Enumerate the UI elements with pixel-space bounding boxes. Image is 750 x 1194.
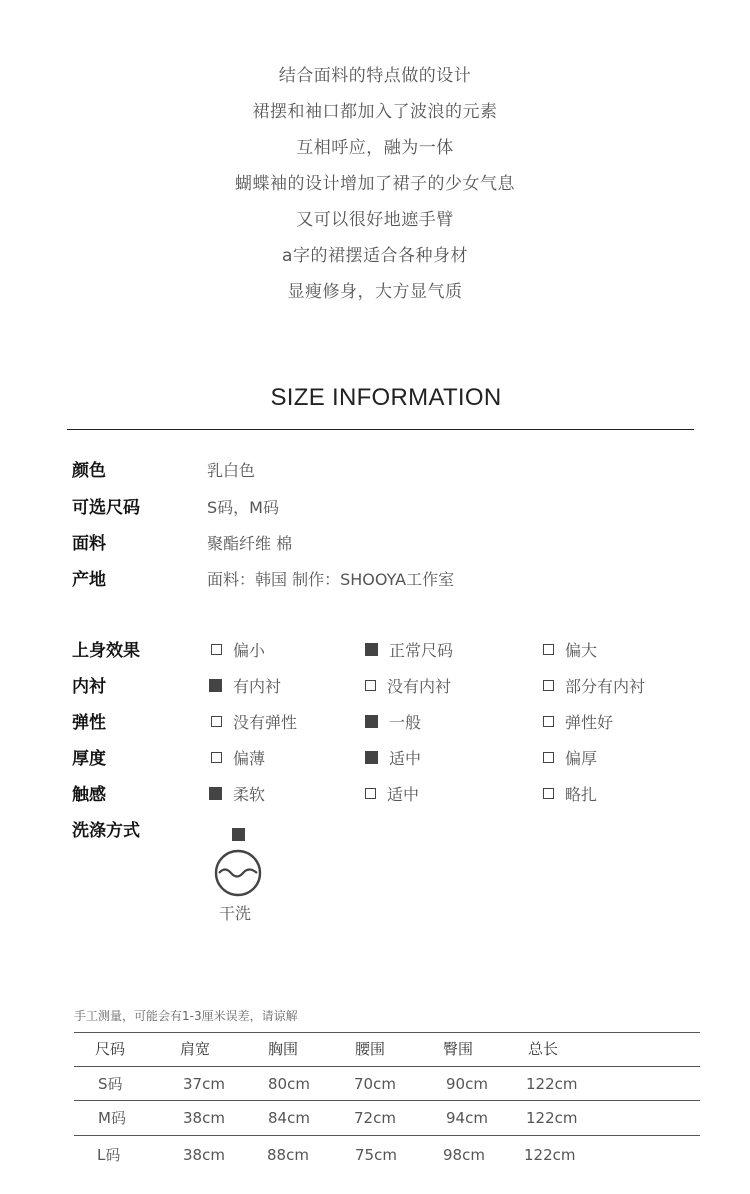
attr-label: 触感 bbox=[72, 785, 106, 805]
spec-label: 面料 bbox=[72, 534, 106, 554]
table-cell: 37cm bbox=[183, 1075, 225, 1093]
checkbox-icon bbox=[543, 716, 554, 727]
option-partially-lined bbox=[543, 675, 645, 699]
option-no-stretch bbox=[211, 711, 297, 735]
spec-row-color bbox=[0, 459, 750, 489]
table-header-cell: 胸围 bbox=[268, 1040, 299, 1058]
attr-label: 弹性 bbox=[72, 713, 106, 733]
table-rule bbox=[74, 1066, 700, 1067]
table-cell: 98cm bbox=[443, 1146, 485, 1164]
checkbox-icon bbox=[232, 828, 245, 841]
attr-row-thickness bbox=[0, 747, 750, 777]
table-cell: 72cm bbox=[354, 1109, 396, 1127]
table-cell: S码 bbox=[98, 1075, 123, 1093]
checkbox-icon bbox=[365, 680, 376, 691]
table-cell: 122cm bbox=[526, 1109, 578, 1127]
table-rule bbox=[74, 1100, 700, 1101]
option-label: 适中 bbox=[387, 785, 420, 804]
attr-row-lining bbox=[0, 675, 750, 705]
intro-text bbox=[0, 62, 750, 314]
option-label: 有内衬 bbox=[233, 677, 282, 696]
spec-row-fabric bbox=[0, 532, 750, 562]
table-header-cell: 肩宽 bbox=[180, 1040, 211, 1058]
table-cell: 84cm bbox=[268, 1109, 310, 1127]
table-top-rule bbox=[74, 1032, 700, 1033]
intro-line: 又可以很好地遮手臂 bbox=[296, 210, 454, 230]
checkbox-icon bbox=[365, 643, 378, 656]
option-label: 偏小 bbox=[233, 641, 266, 660]
intro-line: 结合面料的特点做的设计 bbox=[278, 66, 472, 86]
checkbox-icon bbox=[543, 788, 554, 799]
table-cell: 80cm bbox=[268, 1075, 310, 1093]
table-cell: L码 bbox=[97, 1146, 121, 1164]
checkbox-icon bbox=[365, 715, 378, 728]
spec-label: 颜色 bbox=[72, 461, 106, 481]
table-rule bbox=[74, 1135, 700, 1136]
dry-clean-icon bbox=[212, 849, 264, 897]
table-header-cell: 总长 bbox=[528, 1040, 559, 1058]
table-header-cell: 尺码 bbox=[95, 1040, 126, 1058]
table-cell: 75cm bbox=[355, 1146, 397, 1164]
option-label: 偏薄 bbox=[233, 749, 266, 768]
intro-line: 互相呼应，融为一体 bbox=[296, 138, 454, 158]
option-label: 略扎 bbox=[565, 785, 598, 804]
option-label: 没有内衬 bbox=[387, 677, 452, 696]
checkbox-icon bbox=[365, 788, 376, 799]
intro-line: a字的裙摆适合各种身材 bbox=[282, 246, 468, 266]
option-lined bbox=[209, 675, 281, 699]
intro-line: 裙摆和袖口都加入了波浪的元素 bbox=[252, 102, 498, 122]
wash-label: 洗涤方式 bbox=[72, 821, 140, 841]
checkbox-icon bbox=[209, 679, 222, 692]
option-scratchy bbox=[543, 783, 597, 807]
intro-line: 显瘦修身，大方显气质 bbox=[287, 282, 463, 302]
table-cell: 122cm bbox=[524, 1146, 576, 1164]
spec-label: 可选尺码 bbox=[72, 498, 140, 518]
table-cell: 70cm bbox=[354, 1075, 396, 1093]
option-label: 弹性好 bbox=[565, 713, 614, 732]
attr-row-touch bbox=[0, 783, 750, 813]
table-header-cell: 臀围 bbox=[443, 1040, 474, 1058]
option-label: 适中 bbox=[389, 749, 422, 768]
option-thick bbox=[543, 747, 597, 771]
option-medium-thickness bbox=[365, 747, 421, 771]
option-label: 偏厚 bbox=[565, 749, 598, 768]
attr-row-fit bbox=[0, 639, 750, 669]
option-unlined bbox=[365, 675, 451, 699]
option-large bbox=[543, 639, 597, 663]
checkbox-icon bbox=[209, 787, 222, 800]
option-medium-touch bbox=[365, 783, 419, 807]
option-label: 偏大 bbox=[565, 641, 598, 660]
size-info-title: SIZE INFORMATION bbox=[270, 384, 502, 411]
wash-row bbox=[0, 819, 750, 849]
checkbox-icon bbox=[543, 644, 554, 655]
measurement-note: 手工测量，可能会有1-3厘米误差，请谅解 bbox=[74, 1009, 298, 1023]
spec-value: 乳白色 bbox=[207, 461, 256, 480]
option-thin bbox=[211, 747, 265, 771]
option-label: 柔软 bbox=[233, 785, 266, 804]
checkbox-icon bbox=[211, 644, 222, 655]
spec-row-sizes bbox=[0, 496, 750, 526]
attr-row-elasticity bbox=[0, 711, 750, 741]
option-normal-stretch bbox=[365, 711, 421, 735]
table-cell: 38cm bbox=[183, 1109, 225, 1127]
table-cell: 90cm bbox=[446, 1075, 488, 1093]
attr-label: 上身效果 bbox=[72, 641, 140, 661]
option-small bbox=[211, 639, 265, 663]
option-label: 部分有内衬 bbox=[565, 677, 646, 696]
spec-value: 聚酯纤维 棉 bbox=[207, 534, 293, 553]
option-soft bbox=[209, 783, 265, 807]
divider bbox=[67, 429, 694, 430]
checkbox-icon bbox=[543, 752, 554, 763]
checkbox-icon bbox=[211, 716, 222, 727]
spec-label: 产地 bbox=[72, 570, 106, 590]
table-cell: 38cm bbox=[183, 1146, 225, 1164]
attr-label: 内衬 bbox=[72, 677, 106, 697]
table-cell: 122cm bbox=[526, 1075, 578, 1093]
option-regular bbox=[365, 639, 453, 663]
option-label: 一般 bbox=[389, 713, 422, 732]
attr-label: 厚度 bbox=[72, 749, 106, 769]
option-label: 正常尺码 bbox=[389, 641, 454, 660]
checkbox-icon bbox=[543, 680, 554, 691]
option-label: 没有弹性 bbox=[233, 713, 298, 732]
option-good-stretch bbox=[543, 711, 613, 735]
table-cell: 88cm bbox=[267, 1146, 309, 1164]
spec-row-origin bbox=[0, 568, 750, 598]
checkbox-icon bbox=[365, 751, 378, 764]
spec-value: S码，M码 bbox=[207, 498, 279, 517]
table-cell: 94cm bbox=[446, 1109, 488, 1127]
intro-line: 蝴蝶袖的设计增加了裙子的少女气息 bbox=[235, 174, 515, 194]
checkbox-icon bbox=[211, 752, 222, 763]
spec-value: 面料：韩国 制作：SHOOYA工作室 bbox=[207, 570, 455, 589]
wash-method-label: 干洗 bbox=[219, 904, 252, 923]
table-header-cell: 腰围 bbox=[355, 1040, 386, 1058]
table-cell: M码 bbox=[98, 1109, 126, 1127]
